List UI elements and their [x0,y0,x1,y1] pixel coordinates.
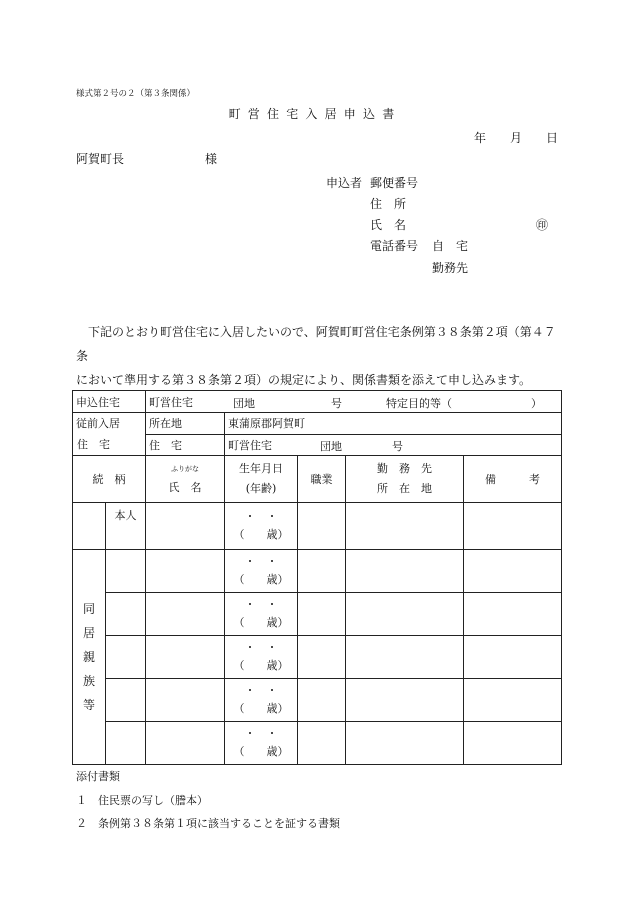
age-paren: （ 歳） [233,659,289,672]
addressee-honorific: 様 [205,152,218,166]
age-paren: （ 歳） [233,745,289,758]
age-header-label: (年齢) [245,482,277,495]
application-statement [76,320,560,392]
name-label: 氏 名 [370,218,407,232]
phone-home-label: 自 宅 [432,239,469,253]
member-notes-cell[interactable] [464,550,562,593]
member-job-cell[interactable] [298,679,346,722]
self-relation-cell: 本人 [106,503,146,550]
special-purpose-close: ） [531,397,542,410]
previous-location-label: 所在地 [146,413,225,435]
dob-header-label: 生年月日 [239,462,283,475]
phone-work-label: 勤務先 [432,261,469,275]
statement-line-1: 下記のとおり町営住宅に入居したいので、阿賀町町営住宅条例第３８条第２項（第４７条 [76,325,556,363]
dob-dots: ・ ・ [244,555,278,568]
cohabiting-family-label [73,550,106,765]
full-name-header: 氏 名 [168,480,202,494]
table-row [73,722,562,765]
previous-danchi: 団地 [320,439,342,453]
member-notes-cell[interactable] [464,679,562,722]
member-relation-cell[interactable] [106,550,146,593]
application-table [72,390,562,765]
previous-housing-label-top: 従前入居 [76,417,120,430]
notes-header: 備 考 [464,456,562,503]
addressee: 阿賀町長 [76,152,125,166]
member-workplace-cell[interactable] [346,636,464,679]
age-paren: （ 歳） [233,528,289,541]
member-name-cell[interactable] [146,550,225,593]
member-workplace-cell[interactable] [346,593,464,636]
previous-location-row [73,413,562,435]
previous-gou: 号 [392,439,403,453]
family-char: 同 [82,602,95,616]
previous-house-row [73,434,562,456]
member-name-cell[interactable] [146,636,225,679]
member-dob-cell[interactable] [225,636,298,679]
dob-dots: ・ ・ [244,684,278,697]
dob-dots: ・ ・ [244,641,278,654]
member-notes-cell[interactable] [464,503,562,550]
family-char: 族 [82,674,95,688]
member-job-cell[interactable] [298,593,346,636]
member-relation-cell[interactable] [106,636,146,679]
member-name-cell[interactable] [146,679,225,722]
requested-danchi: 団地 [233,397,255,410]
previous-house-label: 住 宅 [146,434,225,456]
member-name-cell[interactable] [146,722,225,765]
age-paren: （ 歳） [233,616,289,629]
attachments-title: 添付書類 [76,770,120,783]
member-workplace-cell[interactable] [346,503,464,550]
member-job-cell[interactable] [298,722,346,765]
furigana-header: ふりがな [171,464,199,473]
family-char: 等 [82,698,95,712]
postal-code-label: 郵便番号 [370,176,419,190]
workplace-header [346,456,464,503]
member-dob-cell[interactable] [225,722,298,765]
age-paren: （ 歳） [233,702,289,715]
member-workplace-cell[interactable] [346,550,464,593]
table-row [73,593,562,636]
previous-house-field[interactable] [225,434,562,456]
dob-header [225,456,298,503]
seal-mark-icon: ㊞ [536,218,549,232]
previous-house-type: 町営住宅 [228,438,272,452]
requested-housing-type: 町営住宅 [149,395,193,409]
member-workplace-cell[interactable] [346,722,464,765]
member-notes-cell[interactable] [464,636,562,679]
family-char: 居 [82,626,95,640]
address-label: 住 所 [370,197,407,211]
member-relation-cell[interactable] [106,593,146,636]
special-purpose-label: 特定目的等（ [386,397,452,410]
phone-label: 電話番号 [370,239,419,253]
member-dob-cell[interactable] [225,503,298,550]
member-job-cell[interactable] [298,550,346,593]
member-job-cell[interactable] [298,636,346,679]
member-dob-cell[interactable] [225,550,298,593]
requested-gou: 号 [331,397,342,410]
workplace-header-bottom: 所 在 地 [377,482,432,495]
date-month: 月 [510,131,523,145]
member-name-cell[interactable] [146,593,225,636]
document-title: 町営住宅入居申込書 [228,107,402,121]
family-char: 親 [82,650,95,664]
previous-housing-label-bottom: 住 宅 [77,438,110,451]
member-notes-cell[interactable] [464,593,562,636]
statement-line-2: において準用する第３８条第２項）の規定により、関係書類を添えて申し込みます。 [76,373,532,387]
household-header-row [73,456,562,503]
member-name-cell[interactable] [146,503,225,550]
attachment-item-2: ２ 条例第３８条第１項に該当することを証する書類 [76,817,340,830]
table-row [73,679,562,722]
table-row [73,550,562,593]
member-notes-cell[interactable] [464,722,562,765]
date-year: 年 [474,131,487,145]
requested-housing-row [73,391,562,413]
attachment-item-1: １ 住民票の写し（謄本） [76,794,208,807]
table-row [73,503,562,550]
occupation-header: 職業 [298,456,346,503]
dob-dots: ・ ・ [244,510,278,523]
requested-housing-label: 申込住宅 [73,391,146,413]
age-paren: （ 歳） [233,573,289,586]
dob-dots: ・ ・ [244,598,278,611]
workplace-header-top: 勤 務 先 [377,462,432,475]
form-number: 様式第２号の２（第３条関係） [76,89,196,99]
date-day: 日 [546,131,559,145]
name-header [146,456,225,503]
previous-location-value[interactable]: 東蒲原郡阿賀町 [225,413,562,435]
relation-header: 続 柄 [73,456,146,503]
requested-housing-field[interactable] [146,391,562,413]
member-relation-cell[interactable] [106,722,146,765]
member-dob-cell[interactable] [225,593,298,636]
applicant-label: 申込者 [326,176,363,190]
member-workplace-cell[interactable] [346,679,464,722]
member-dob-cell[interactable] [225,679,298,722]
member-job-cell[interactable] [298,503,346,550]
member-relation-cell[interactable] [106,679,146,722]
relation-blank-cell [73,503,106,550]
previous-housing-label [73,413,146,456]
dob-dots: ・ ・ [244,727,278,740]
table-row [73,636,562,679]
